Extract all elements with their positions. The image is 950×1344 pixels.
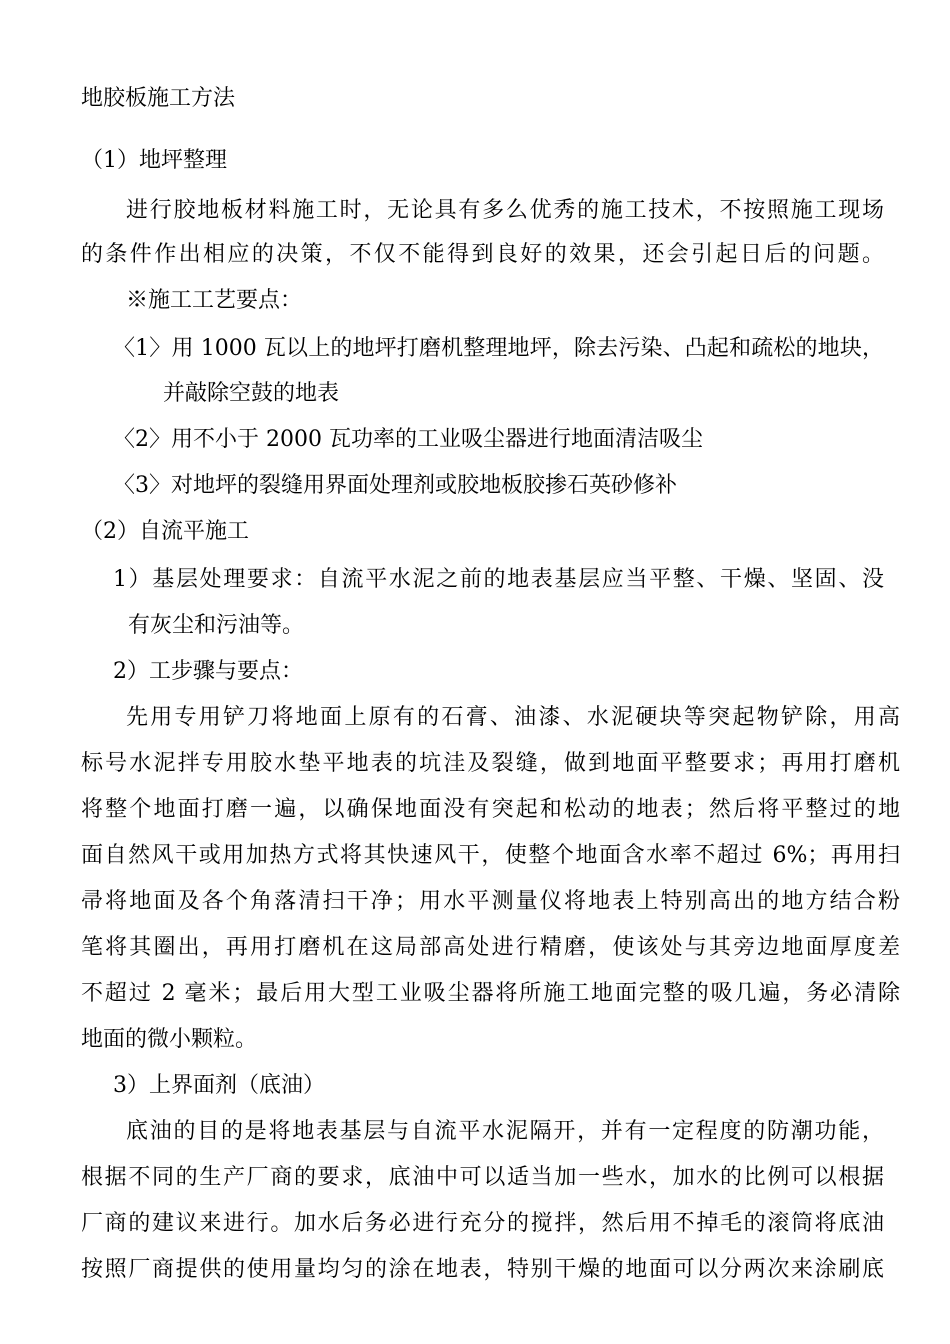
section-1-intro-line: 进行胶地板材料施工时，无论具有多么优秀的施工技术，不按照施工现场 [126, 198, 884, 223]
paragraph-line: 厂商的建议来进行。加水后务必进行充分的搅拌，然后用不掉毛的滚筒将底油 [81, 1211, 884, 1236]
key-point-item-continuation: 并敲除空鼓的地表 [163, 381, 340, 406]
key-point-item: 〈1〉用 1000 瓦以上的地坪打磨机整理地坪，除去污染、凸起和疏松的地块， [113, 336, 884, 361]
key-point-item: 〈2〉用不小于 2000 瓦功率的工业吸尘器进行地面清洁吸尘 [113, 427, 703, 452]
paragraph-line: 笔将其圈出，再用打磨机在这局部高处进行精磨，使该处与其旁边地面厚度差 [81, 935, 900, 960]
section-1-heading: （1）地坪整理 [81, 148, 227, 173]
paragraph-line: 将整个地面打磨一遍，以确保地面没有突起和松动的地表；然后将平整过的地 [81, 797, 900, 822]
paragraph-line: 底油的目的是将地表基层与自流平水泥隔开，并有一定程度的防潮功能， [126, 1119, 884, 1144]
section-2-paragraph-line: 有灰尘和污油等。 [128, 613, 305, 638]
paragraph-line: 帚将地面及各个角落清扫干净；用水平测量仪将地表上特别高出的地方结合粉 [81, 889, 900, 914]
step-heading: 2）工步骤与要点： [113, 659, 303, 684]
paragraph-line: 地面的微小颗粒。 [81, 1027, 258, 1052]
key-points-label: ※施工工艺要点： [126, 288, 303, 313]
paragraph-line: 标号水泥拌专用胶水垫平地表的坑洼及裂缝，做到地面平整要求；再用打磨机 [81, 751, 900, 776]
section-2-heading: （2）自流平施工 [81, 519, 249, 544]
section-2-paragraph-line: 1）基层处理要求：自流平水泥之前的地表基层应当平整、干燥、坚固、没 [113, 567, 884, 592]
section-1-intro-line: 的条件作出相应的决策，不仅不能得到良好的效果，还会引起日后的问题。 [81, 242, 884, 267]
paragraph-line: 按照厂商提供的使用量均匀的涂在地表，特别干燥的地面可以分两次来涂刷底 [81, 1257, 884, 1282]
step-heading: 3）上界面剂（底油） [113, 1073, 325, 1098]
paragraph-line: 根据不同的生产厂商的要求，底油中可以适当加一些水，加水的比例可以根据 [81, 1165, 884, 1190]
paragraph-line: 先用专用铲刀将地面上原有的石膏、油漆、水泥硬块等突起物铲除，用高 [126, 705, 900, 730]
key-point-item: 〈3〉对地坪的裂缝用界面处理剂或胶地板胶掺石英砂修补 [113, 473, 677, 498]
paragraph-line: 不超过 2 毫米；最后用大型工业吸尘器将所施工地面完整的吸几遍，务必清除 [81, 981, 900, 1006]
document-title: 地胶板施工方法 [81, 86, 236, 111]
paragraph-line: 面自然风干或用加热方式将其快速风干，使整个地面含水率不超过 6%；再用扫 [81, 843, 900, 868]
